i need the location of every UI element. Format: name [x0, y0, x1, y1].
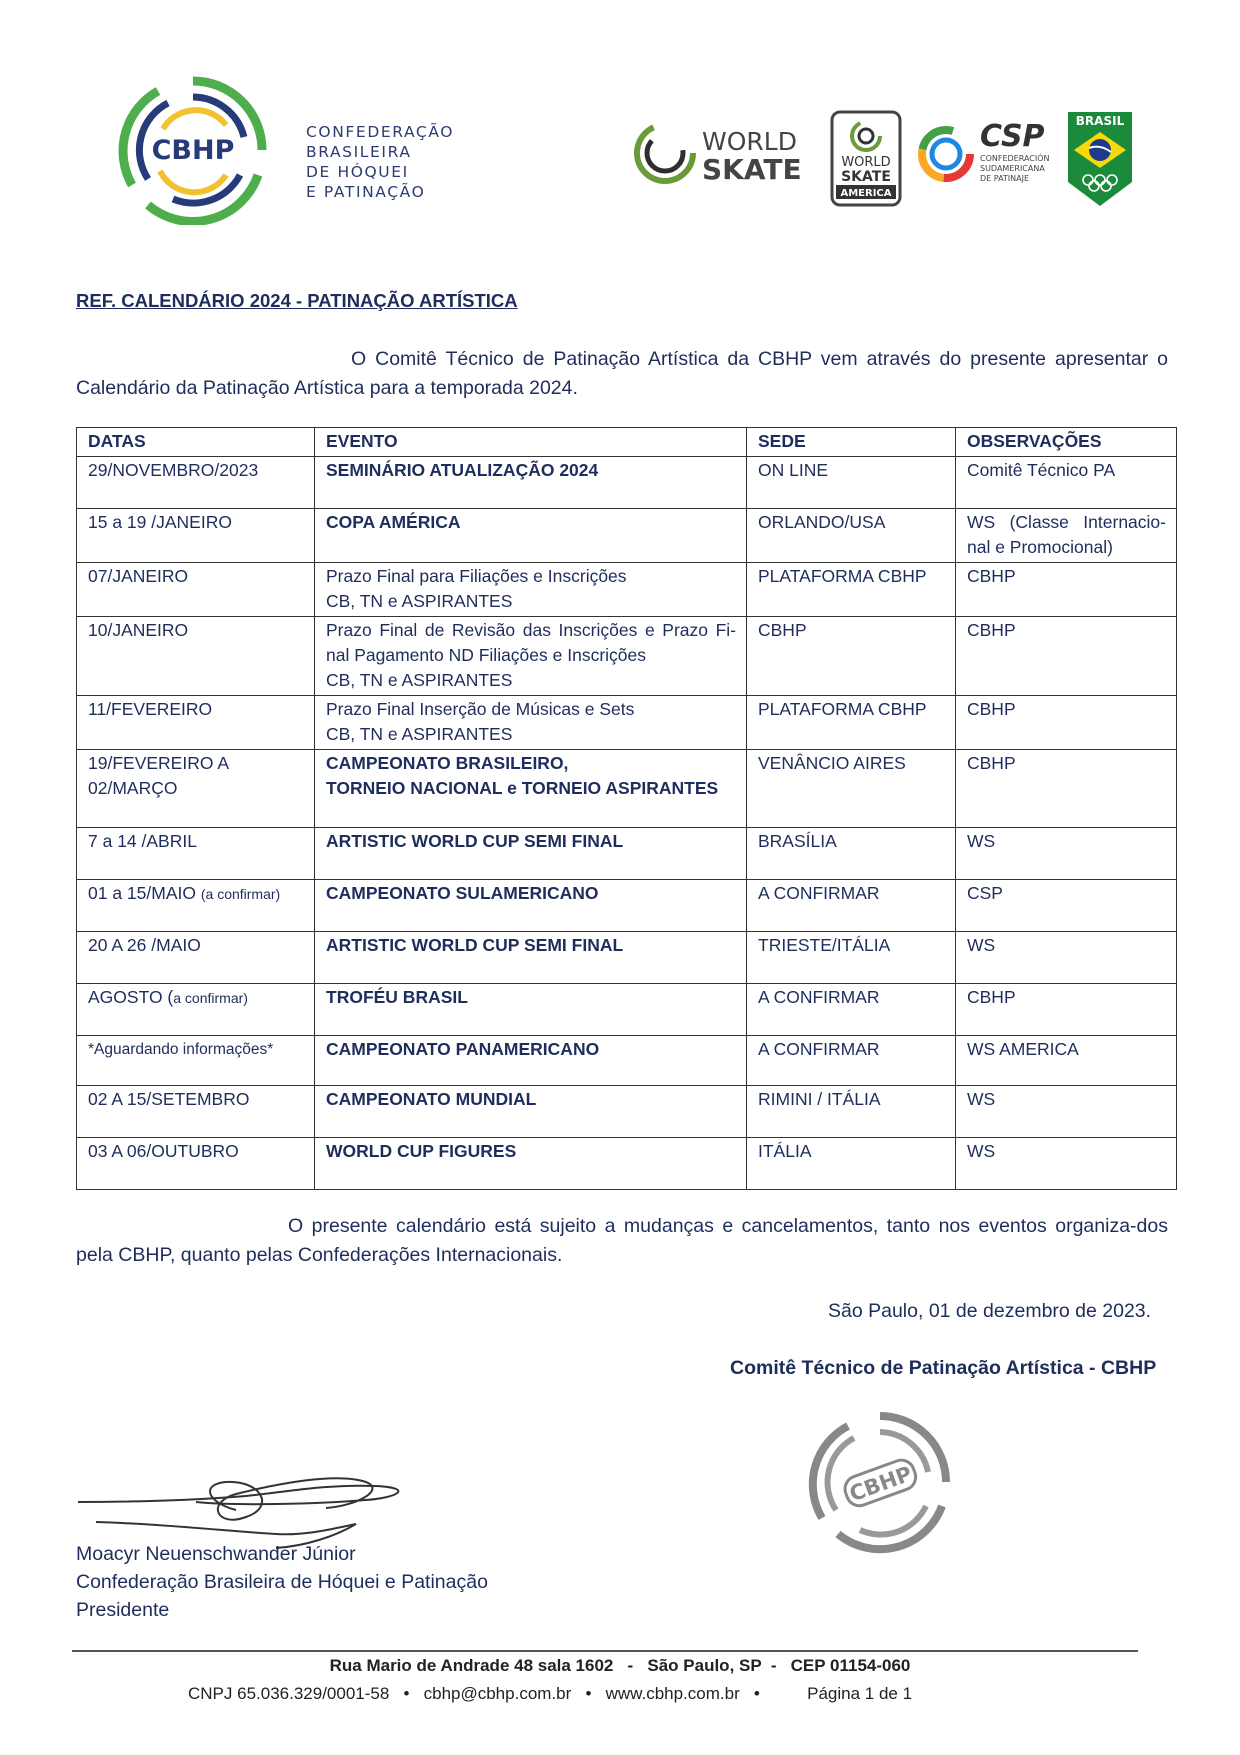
table-row — [77, 617, 1177, 696]
cell-observations: CBHP — [956, 696, 1177, 750]
date-text: AGOSTO ( — [88, 987, 174, 1007]
committee-signature-line: Comitê Técnico de Patinação Artística - CBHP — [730, 1357, 1157, 1379]
cell-date — [77, 880, 315, 932]
org-name-line: BRASILEIRA — [306, 143, 412, 161]
cbhp-seal — [808, 1410, 953, 1555]
cell-event — [315, 828, 747, 880]
cell-observations: WS AMERICA — [956, 1036, 1177, 1086]
cell-date — [77, 617, 315, 696]
date-text: 7 a 14 /ABRIL — [88, 831, 197, 851]
cell-date — [77, 1036, 315, 1086]
cell-date — [77, 457, 315, 509]
cell-event — [315, 509, 747, 563]
svg-text:SKATE: SKATE — [702, 153, 802, 186]
cell-venue: RIMINI / ITÁLIA — [747, 1086, 956, 1138]
date-text: 11/FEVEREIRO — [88, 699, 213, 719]
calendar-table — [76, 427, 1177, 1190]
table-row — [77, 696, 1177, 750]
table-row — [77, 932, 1177, 984]
cell-venue: ITÁLIA — [747, 1138, 956, 1190]
event-text: COPA AMÉRICA — [326, 512, 461, 532]
footer-contact: CNPJ 65.036.329/0001-58 • cbhp@cbhp.com.br • www.cbhp.com.br • Página 1 de 1 — [188, 1684, 913, 1703]
column-header: EVENTO — [315, 428, 747, 457]
org-name-line: CONFEDERAÇÃO — [306, 123, 455, 141]
table-row — [77, 984, 1177, 1036]
event-text: CAMPEONATO MUNDIAL — [326, 1089, 537, 1109]
cell-observations: WS — [956, 1086, 1177, 1138]
date-note: (a confirmar) — [200, 886, 281, 902]
table-row — [77, 509, 1177, 563]
event-text: CB, TN e ASPIRANTES — [326, 724, 513, 744]
footer-divider — [72, 1650, 1138, 1652]
date-text: *Aguardando informações* — [88, 1041, 274, 1058]
cell-observations: WS — [956, 932, 1177, 984]
reference-title: REF. CALENDÁRIO 2024 - PATINAÇÃO ARTÍSTICA — [76, 290, 518, 311]
column-header: OBSERVAÇÕES — [956, 428, 1177, 457]
cbhp-logo-text: CBHP — [151, 135, 235, 166]
cell-date — [77, 1086, 315, 1138]
cell-event — [315, 457, 747, 509]
cell-venue: A CONFIRMAR — [747, 1036, 956, 1086]
event-text: Prazo Final para Filiações e Inscrições — [326, 566, 627, 586]
cell-observations: WS — [956, 828, 1177, 880]
svg-text:WORLD: WORLD — [702, 127, 797, 156]
cell-venue: VENÂNCIO AIRES — [747, 750, 956, 828]
signer-role: Presidente — [76, 1599, 170, 1621]
cell-event — [315, 880, 747, 932]
cell-observations: WS (Classe Internacio-nal e Promocional) — [956, 509, 1177, 563]
signer-org: Confederação Brasileira de Hóquei e Patinação — [76, 1571, 488, 1593]
date-text: 10/JANEIRO — [88, 620, 189, 640]
svg-text:CSP: CSP — [980, 119, 1045, 154]
footer-address: Rua Mario de Andrade 48 sala 1602 - São Paulo, SP - CEP 01154-060 — [329, 1656, 911, 1675]
closing-paragraph: O presente calendário está sujeito a mudanças e cancelamentos, tanto nos eventos organiza-dos pela CBHP, quanto pelas Confederações Internacionais. — [76, 1215, 1168, 1266]
cell-observations: CBHP — [956, 617, 1177, 696]
date-text: 03 A 06/OUTUBRO — [88, 1141, 239, 1161]
org-name-line: E PATINAÇÃO — [306, 183, 426, 201]
cell-venue: TRIESTE/ITÁLIA — [747, 932, 956, 984]
svg-text:CONFEDERACIÓN: CONFEDERACIÓN — [980, 154, 1050, 163]
cbhp-logo — [118, 75, 268, 225]
world-skate-logo — [632, 118, 817, 188]
org-name-line: DE HÓQUEI — [306, 163, 409, 181]
event-text: ARTISTIC WORLD CUP SEMI FINAL — [326, 935, 624, 955]
event-text: SEMINÁRIO ATUALIZAÇÃO 2024 — [326, 460, 599, 480]
date-text: 20 A 26 /MAIO — [88, 935, 201, 955]
event-text: CAMPEONATO PANAMERICANO — [326, 1039, 600, 1059]
column-header: DATAS — [77, 428, 315, 457]
csp-logo — [916, 116, 1056, 192]
cell-date — [77, 696, 315, 750]
date-text: 19/FEVEREIRO A 02/MARÇO — [88, 753, 229, 798]
cell-event — [315, 696, 747, 750]
table-row — [77, 1036, 1177, 1086]
date-text: 15 a 19 /JANEIRO — [88, 512, 232, 532]
cell-event — [315, 984, 747, 1036]
cell-date — [77, 563, 315, 617]
svg-text:SKATE: SKATE — [841, 169, 891, 185]
cell-date — [77, 828, 315, 880]
cell-venue: A CONFIRMAR — [747, 984, 956, 1036]
cell-event — [315, 750, 747, 828]
event-text: ARTISTIC WORLD CUP SEMI FINAL — [326, 831, 624, 851]
footer-website[interactable]: www.cbhp.com.br — [605, 1684, 740, 1703]
table-header-row — [77, 428, 1177, 457]
event-text: TROFÉU BRASIL — [326, 987, 468, 1007]
table-row — [77, 750, 1177, 828]
table-row — [77, 880, 1177, 932]
footer-cnpj: CNPJ 65.036.329/0001-58 — [188, 1684, 390, 1703]
cell-date — [77, 750, 315, 828]
signer-name: Moacyr Neuenschwander Júnior — [76, 1543, 356, 1565]
cell-venue: A CONFIRMAR — [747, 880, 956, 932]
svg-text:AMERICA: AMERICA — [840, 188, 892, 199]
cell-event — [315, 617, 747, 696]
cell-venue: BRASÍLIA — [747, 828, 956, 880]
svg-text:SUDAMERICANA: SUDAMERICANA — [980, 164, 1045, 173]
cell-observations: CSP — [956, 880, 1177, 932]
cell-observations: CBHP — [956, 984, 1177, 1036]
intro-paragraph: O Comitê Técnico de Patinação Artística da CBHP vem através do presente apresentar o Calendário da Patinação Artística para a temporada 2024. — [76, 348, 1168, 399]
cell-venue: CBHP — [747, 617, 956, 696]
date-note: a confirmar) — [173, 990, 248, 1006]
cell-date — [77, 932, 315, 984]
cell-date — [77, 1138, 315, 1190]
event-text: WORLD CUP FIGURES — [326, 1141, 517, 1161]
event-text: CB, TN e ASPIRANTES — [326, 591, 513, 611]
date-text: 01 a 15/MAIO — [88, 883, 196, 903]
cell-observations: CBHP — [956, 750, 1177, 828]
cell-venue: ORLANDO/USA — [747, 509, 956, 563]
cell-observations: WS — [956, 1138, 1177, 1190]
column-header: SEDE — [747, 428, 956, 457]
footer-page-number: Página 1 de 1 — [807, 1684, 913, 1703]
svg-text:DE PATINAJE: DE PATINAJE — [980, 174, 1030, 183]
cell-event — [315, 1036, 747, 1086]
cell-event — [315, 1138, 747, 1190]
cell-venue: PLATAFORMA CBHP — [747, 696, 956, 750]
table-row — [77, 457, 1177, 509]
svg-text:WORLD: WORLD — [841, 155, 891, 170]
cell-venue: PLATAFORMA CBHP — [747, 563, 956, 617]
brasil-olympic-logo — [1066, 110, 1134, 208]
org-name — [306, 122, 454, 202]
event-text: CB, TN e ASPIRANTES — [326, 670, 513, 690]
table-row — [77, 1086, 1177, 1138]
event-text: CAMPEONATO BRASILEIRO, — [326, 753, 569, 773]
event-text: Prazo Final de Revisão das Inscrições e Prazo Fi-nal Pagamento ND Filiações e Inscrições — [326, 620, 736, 665]
cell-event — [315, 1086, 747, 1138]
event-text: Prazo Final Inserção de Músicas e Sets — [326, 699, 635, 719]
cell-event — [315, 932, 747, 984]
date-text: 29/NOVEMBRO/2023 — [88, 460, 259, 480]
table-row — [77, 563, 1177, 617]
cell-observations: CBHP — [956, 563, 1177, 617]
svg-text:BRASIL: BRASIL — [1075, 114, 1125, 128]
world-skate-america-logo — [830, 110, 902, 207]
svg-text:CBHP: CBHP — [846, 1461, 916, 1507]
footer-email[interactable]: cbhp@cbhp.com.br — [423, 1684, 572, 1703]
table-row — [77, 1138, 1177, 1190]
place-date: São Paulo, 01 de dezembro de 2023. — [828, 1300, 1152, 1322]
cell-date — [77, 984, 315, 1036]
date-text: 02 A 15/SETEMBRO — [88, 1089, 250, 1109]
event-text: CAMPEONATO SULAMERICANO — [326, 883, 599, 903]
event-text: TORNEIO NACIONAL e TORNEIO ASPIRANTES — [326, 778, 719, 798]
cell-date — [77, 509, 315, 563]
cell-event — [315, 563, 747, 617]
cell-observations: Comitê Técnico PA — [956, 457, 1177, 509]
date-text: 07/JANEIRO — [88, 566, 189, 586]
cell-venue: ON LINE — [747, 457, 956, 509]
table-row — [77, 828, 1177, 880]
